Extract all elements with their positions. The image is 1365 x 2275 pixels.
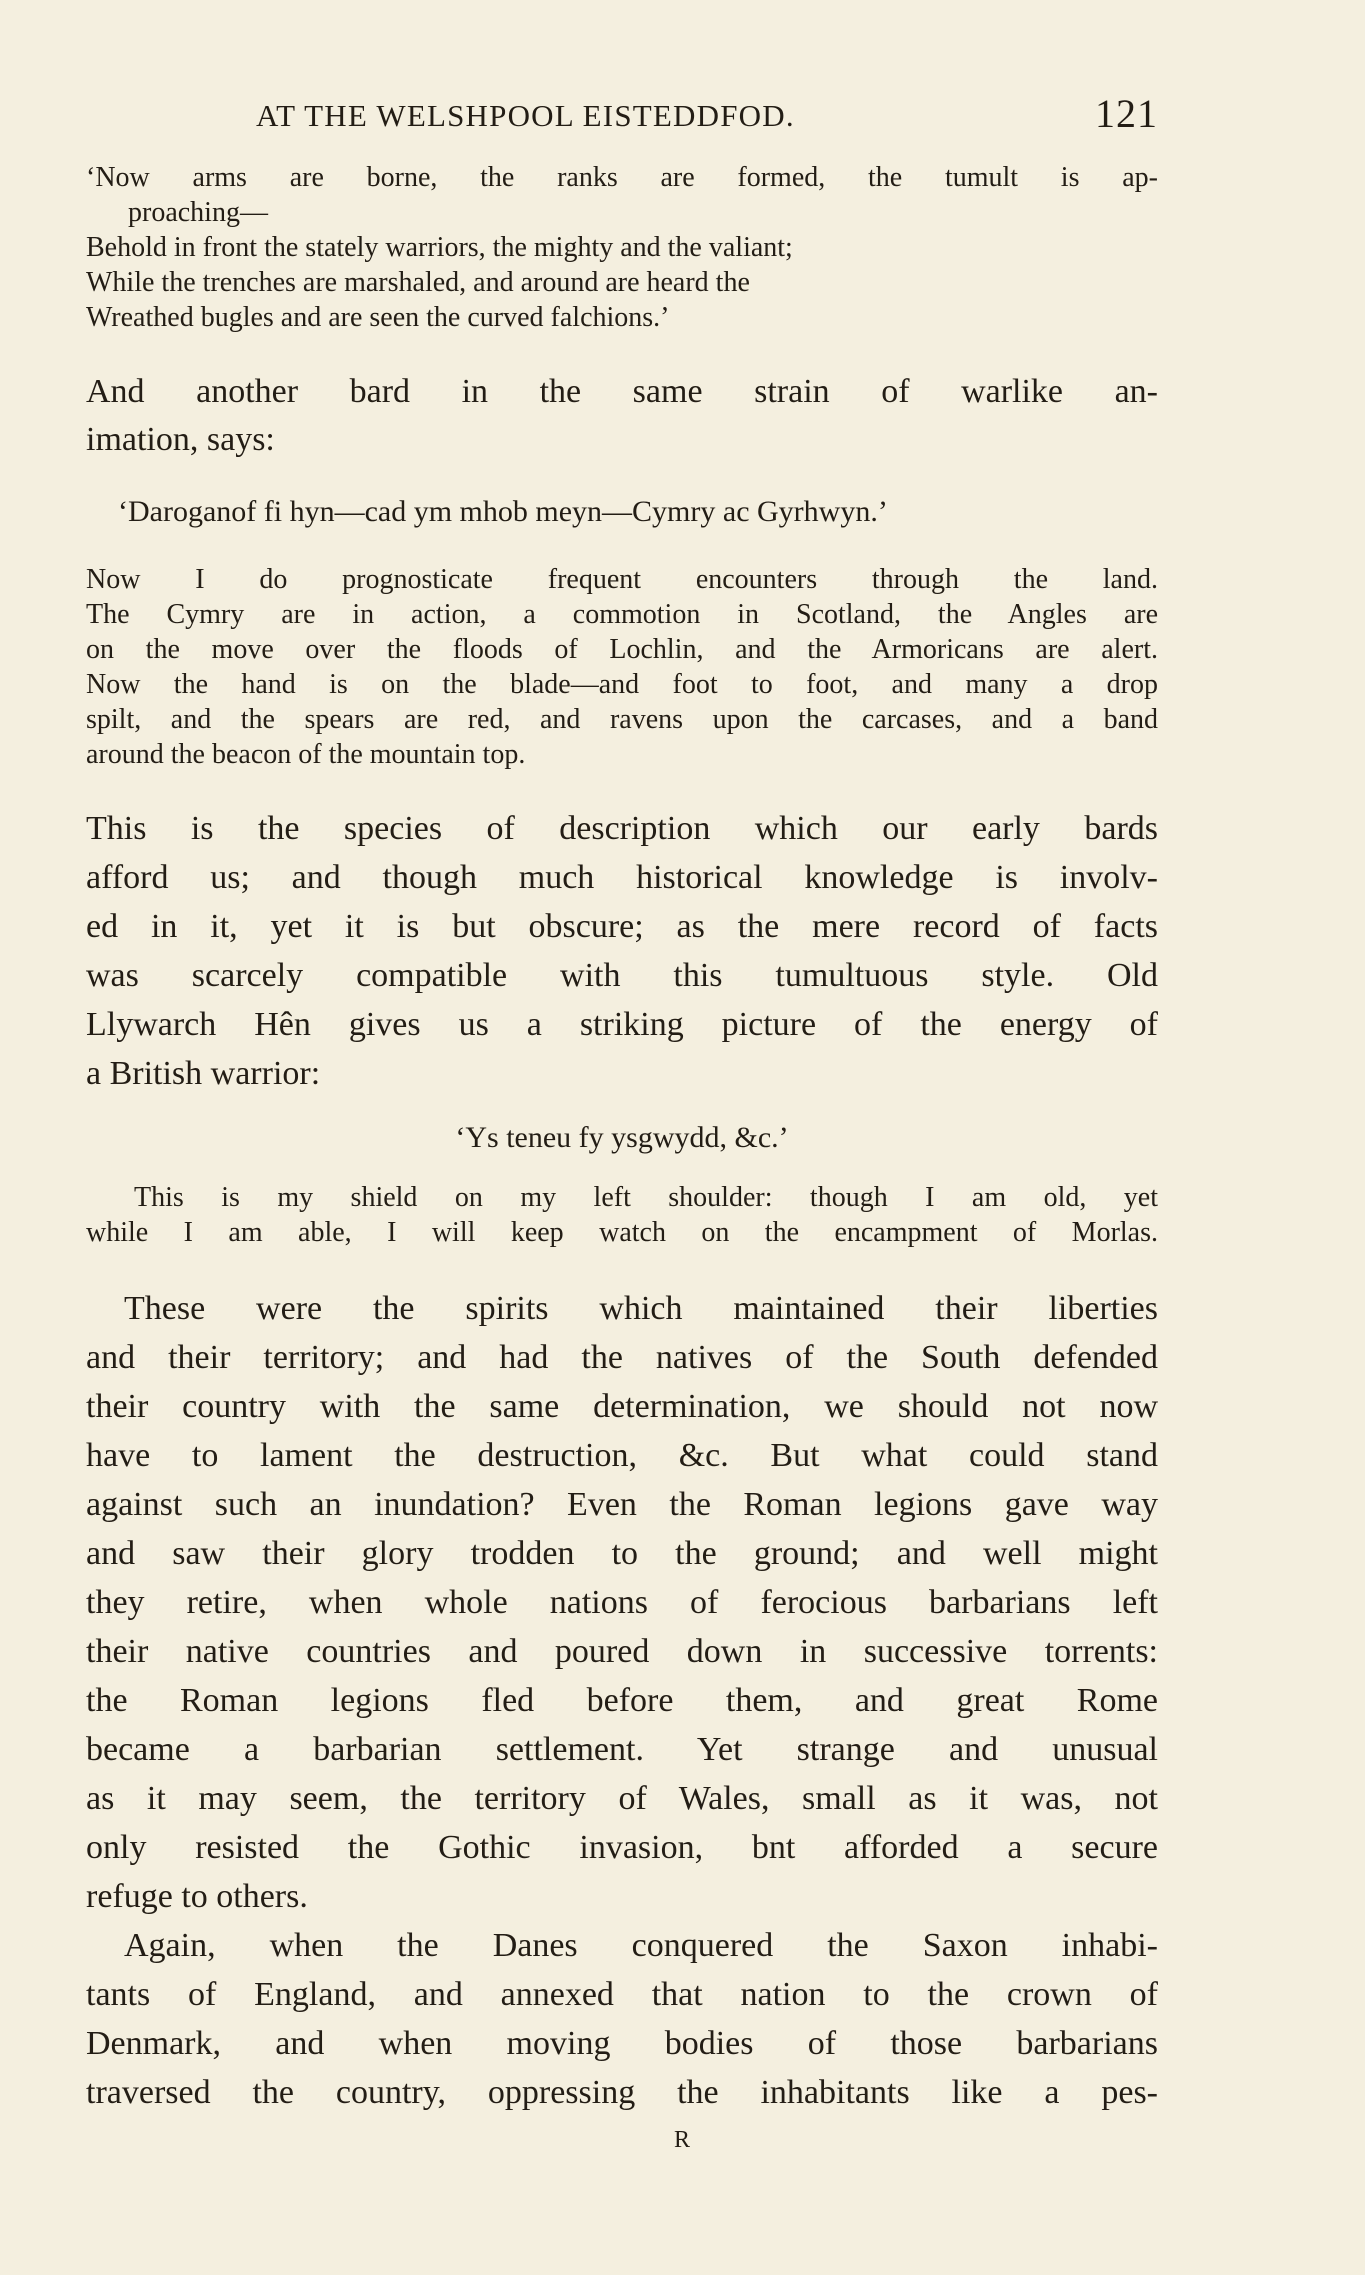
translation-line: The Cymry are in action, a commotion in Scotland, the Angles are — [86, 599, 1158, 630]
verse-line: ‘Now arms are borne, the ranks are formed, the tumult is ap- — [86, 162, 1158, 193]
verse-line: proaching— — [128, 197, 268, 228]
paragraph-line: their country with the same determination, we should not now — [86, 1388, 1158, 1425]
running-title: AT THE WELSHPOOL EISTEDDFOD. — [256, 98, 795, 133]
welsh-quote — [118, 492, 1158, 532]
paragraph-line: imation, says: — [86, 421, 275, 458]
translation-line: on the move over the floods of Lochlin, and the Armoricans are alert. — [86, 634, 1158, 665]
welsh-quote-text: ‘Ys teneu fy ysgwydd, &c.’ — [455, 1121, 789, 1154]
paragraph-line: Denmark, and when moving bodies of those barbarians — [86, 2025, 1158, 2062]
translation-line: while I am able, I will keep watch on the encampment of Morlas. — [86, 1217, 1158, 1248]
paragraph-line: a British warrior: — [86, 1055, 321, 1092]
paragraph-line: their native countries and poured down in successive torrents: — [86, 1633, 1158, 1670]
paragraph-line: tants of England, and annexed that nation to the crown of — [86, 1976, 1158, 2013]
paragraph-danes — [86, 1921, 1158, 2117]
paragraph-line: This is the species of description which our early bards — [86, 810, 1158, 847]
paragraph-line: Llywarch Hên gives us a striking picture of the energy of — [86, 1006, 1158, 1043]
paragraph-species-description — [86, 804, 1158, 1098]
translation-line: This is my shield on my left shoulder: though I am old, yet — [134, 1182, 1158, 1213]
welsh-quote-2 — [86, 1118, 1158, 1158]
paragraph-line: Again, when the Danes conquered the Saxon inhabi- — [124, 1927, 1158, 1964]
paragraph-line: and saw their glory trodden to the ground; and well might — [86, 1535, 1158, 1572]
paragraph-line: against such an inundation? Even the Roman legions gave way — [86, 1486, 1158, 1523]
page-header — [86, 92, 1158, 140]
verse-line: Behold in front the stately warriors, the mighty and the valiant; — [86, 232, 793, 263]
translation-block-2 — [86, 1180, 1158, 1250]
paragraph-line: they retire, when whole nations of ferocious barbarians left — [86, 1584, 1158, 1621]
translation-line: Now I do prognosticate frequent encounters through the land. — [86, 564, 1158, 595]
paragraph-line: and their territory; and had the natives of the South defended — [86, 1339, 1158, 1376]
paragraph-line: as it may seem, the territory of Wales, small as it was, not — [86, 1780, 1158, 1817]
signature-mark: R — [673, 2127, 691, 2153]
paragraph-line: afford us; and though much historical knowledge is involv- — [86, 859, 1158, 896]
translation-block — [86, 562, 1158, 772]
paragraph-line: was scarcely compatible with this tumultuous style. Old — [86, 957, 1158, 994]
paragraph-line: These were the spirits which maintained their liberties — [124, 1290, 1158, 1327]
paragraph-line: And another bard in the same strain of warlike an- — [86, 373, 1158, 410]
paragraph-line: became a barbarian settlement. Yet strange and unusual — [86, 1731, 1158, 1768]
translation-line: Now the hand is on the blade—and foot to foot, and many a drop — [86, 669, 1158, 700]
paragraph-line: traversed the country, oppressing the inhabitants like a pes- — [86, 2074, 1158, 2111]
translation-line: spilt, and the spears are red, and ravens upon the carcases, and a band — [86, 704, 1158, 735]
paragraph-line: the Roman legions fled before them, and great Rome — [86, 1682, 1158, 1719]
page-number: 121 — [1095, 91, 1158, 136]
paragraph-line: refuge to others. — [86, 1878, 308, 1915]
paragraph-line: only resisted the Gothic invasion, bnt afforded a secure — [86, 1829, 1158, 1866]
verse-line: Wreathed bugles and are seen the curved falchions.’ — [86, 302, 670, 333]
paragraph-spirits — [86, 1284, 1158, 1921]
translation-line: around the beacon of the mountain top. — [86, 739, 526, 770]
paragraph-line: have to lament the destruction, &c. But what could stand — [86, 1437, 1158, 1474]
welsh-quote-text: ‘Daroganof fi hyn—cad ym mhob meyn—Cymry ac Gyrhwyn.’ — [118, 495, 888, 528]
paragraph-another-bard — [86, 368, 1158, 464]
verse-block — [86, 160, 1158, 335]
paragraph-line: ed in it, yet it is but obscure; as the mere record of facts — [86, 908, 1158, 945]
verse-line: While the trenches are marshaled, and around are heard the — [86, 267, 750, 298]
